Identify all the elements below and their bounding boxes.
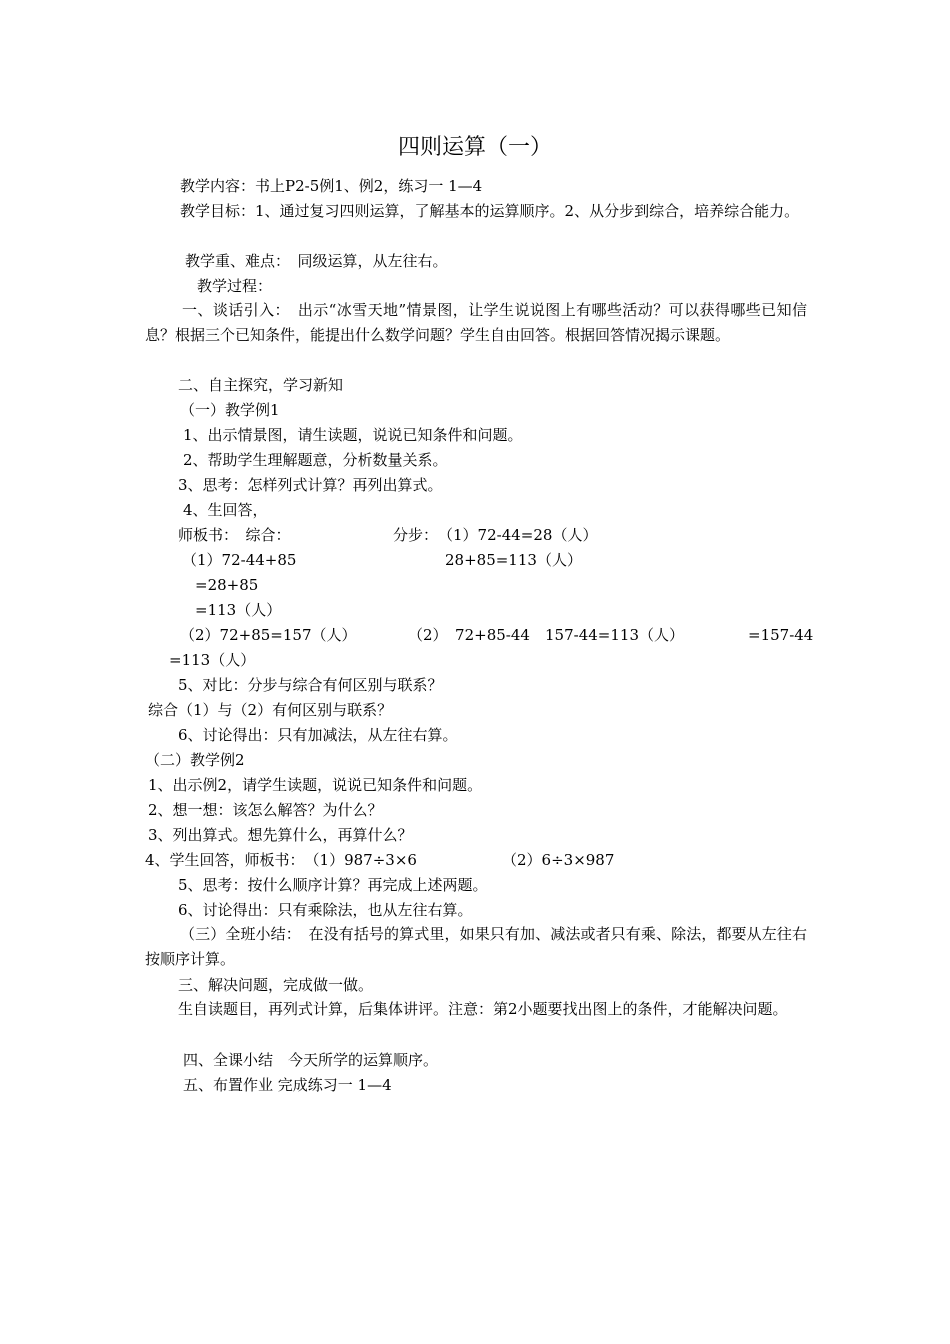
teaching-process: 教学过程：	[197, 277, 273, 295]
example1-step3: 3、思考：怎样列式计算？再列出算式。	[178, 476, 443, 494]
example2-step1: 1、出示例2，请学生读题，说说已知条件和问题。	[148, 776, 483, 794]
combined-2-line1: （2） 72+85-44	[408, 626, 530, 644]
combined-1-line1: （1）72-44+85	[182, 551, 297, 569]
board-label: 师板书： 综合：	[178, 526, 291, 544]
step-method-2-line1: （2）72+85=157（人）	[180, 626, 357, 644]
teaching-content: 教学内容：书上P2-5例1、例2，练习一 1—4	[180, 177, 483, 195]
page-title: 四则运算（一）	[397, 135, 552, 160]
example1-step5: 5、对比：分步与综合有何区别与联系？	[178, 676, 443, 694]
step-method-1-line2: 28+85=113（人）	[445, 551, 582, 569]
section-summary: 四、全课小结 今天所学的运算顺序。	[183, 1051, 439, 1069]
example2-step4-second: （2）6÷3×987	[502, 851, 615, 869]
section-homework: 五、布置作业 完成练习一 1—4	[183, 1076, 392, 1094]
combined-1-line2: =28+85	[195, 576, 259, 594]
example2-step2: 2、想一想：该怎么解答？为什么？	[148, 801, 383, 819]
example1-step2: 2、帮助学生理解题意，分析数量关系。	[183, 451, 448, 469]
example1-step6: 6、讨论得出：只有加减法，从左往右算。	[178, 726, 458, 744]
example2-heading: （二）教学例2	[145, 751, 245, 769]
example2-step4: 4、学生回答，师板书： （1）987÷3×6	[145, 851, 417, 869]
combined-2-line2: =157-44	[748, 626, 814, 644]
combined-1-line3: =113（人）	[195, 601, 282, 619]
example1-step1: 1、出示情景图，请生读题，说说已知条件和问题。	[183, 426, 523, 444]
example2-step3: 3、列出算式。想先算什么，再算什么？	[148, 826, 413, 844]
example1-step4: 4、生回答，	[183, 501, 268, 519]
example1-step5-compare: 综合（1）与（2）有何区别与联系？	[148, 701, 393, 719]
key-points: 教学重、难点： 同级运算，从左往右。	[185, 252, 448, 270]
step-method-2-line2: 157-44=113（人）	[545, 626, 684, 644]
section-explore: 二、自主探究，学习新知	[178, 376, 344, 394]
intro-paragraph: 一、谈话引入： 出示“冰雪天地”情景图，让学生说说图上有哪些活动？可以获得哪些已知信息？根据三个已知条件，能提出什么数学问题？学生自由回答。根据回答情况揭示课题。	[145, 301, 807, 344]
step-method-1: 分步： （1）72-44=28（人）	[393, 526, 598, 544]
example2-step6: 6、讨论得出：只有乘除法，也从左往右算。	[178, 901, 473, 919]
combined-2-line3: =113（人）	[169, 651, 256, 669]
solve-detail: 生自读题目，再列式计算，后集体讲评。注意：第2小题要找出图上的条件，才能解决问题。	[178, 1000, 788, 1018]
teaching-goal: 教学目标：1、通过复习四则运算，了解基本的运算顺序。2、从分步到综合，培养综合能力。	[180, 202, 800, 220]
class-summary: （三）全班小结： 在没有括号的算式里，如果只有加、减法或者只有乘、除法，都要从左往右按顺序计算。	[145, 925, 807, 968]
example1-heading: （一）教学例1	[180, 401, 280, 419]
example2-step5: 5、思考：按什么顺序计算？再完成上述两题。	[178, 876, 488, 894]
section-solve: 三、解决问题，完成做一做。	[178, 976, 374, 994]
